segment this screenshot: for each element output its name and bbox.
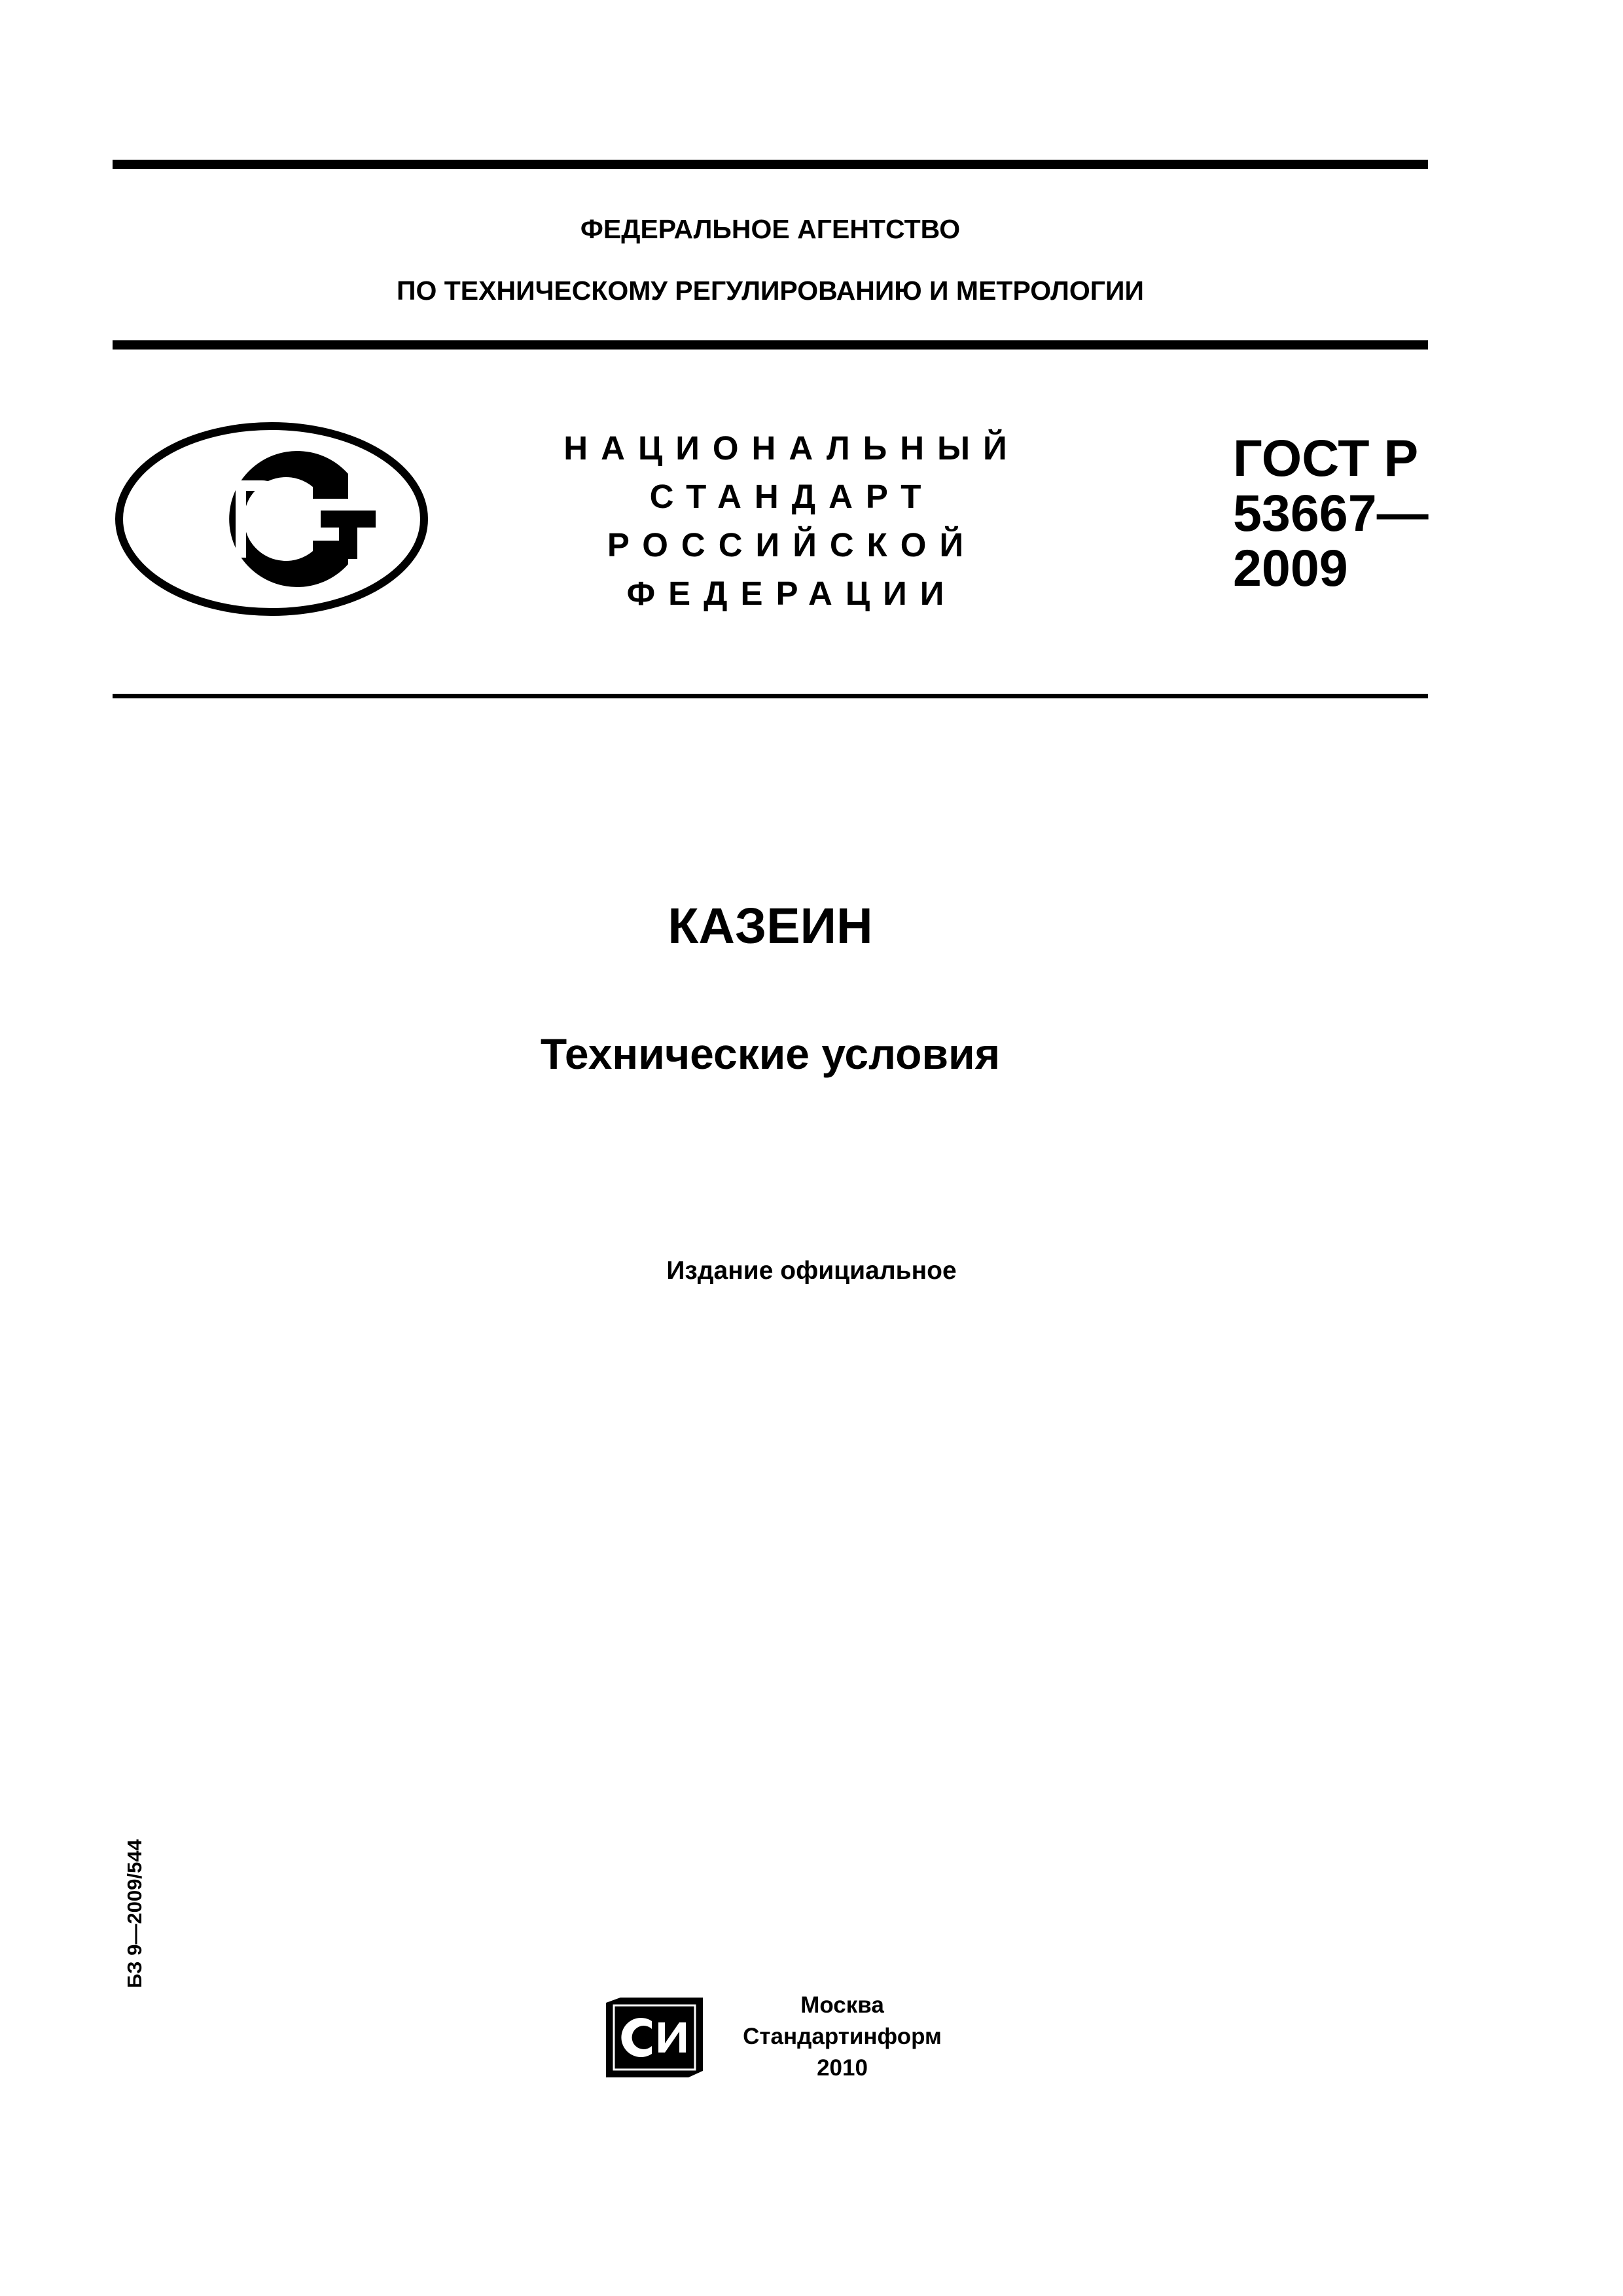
standard-code bbox=[1233, 431, 1429, 596]
publisher-info bbox=[728, 1990, 957, 2084]
standartinform-logo-icon bbox=[606, 1998, 703, 2077]
vertical-code: БЗ 9—2009/544 bbox=[123, 1839, 146, 1988]
document-subtitle: Технические условия bbox=[540, 1030, 1001, 1078]
standard-code-line-3: 2009 bbox=[1233, 539, 1348, 597]
national-standard-line-1: НАЦИОНАЛЬНЫЙ bbox=[563, 429, 1020, 467]
national-standard-line-4: ФЕДЕРАЦИИ bbox=[626, 575, 957, 612]
national-standard-line-3: РОССИЙСКОЙ bbox=[607, 526, 977, 564]
edition-note: Издание официальное bbox=[666, 1257, 957, 1285]
publisher-name: Стандартинформ bbox=[743, 2024, 942, 2049]
publication-year: 2010 bbox=[817, 2055, 868, 2081]
agency-line-2: ПО ТЕХНИЧЕСКОМУ РЕГУЛИРОВАНИЮ И МЕТРОЛОГИИ bbox=[397, 276, 1144, 306]
national-standard-label bbox=[550, 424, 1034, 618]
national-standard-line-2: СТАНДАРТ bbox=[649, 478, 935, 515]
top-rule bbox=[113, 160, 1428, 169]
standard-code-line-2: 53667— bbox=[1233, 484, 1429, 542]
standard-block-bottom-rule bbox=[113, 694, 1428, 698]
rst-logo-icon bbox=[113, 419, 431, 619]
standard-code-line-1: ГОСТ Р bbox=[1233, 429, 1419, 487]
header-bottom-rule bbox=[113, 340, 1428, 350]
publisher-city: Москва bbox=[800, 1992, 884, 2018]
document-title: КАЗЕИН bbox=[668, 898, 873, 954]
agency-line-1: ФЕДЕРАЛЬНОЕ АГЕНТСТВО bbox=[580, 214, 961, 244]
